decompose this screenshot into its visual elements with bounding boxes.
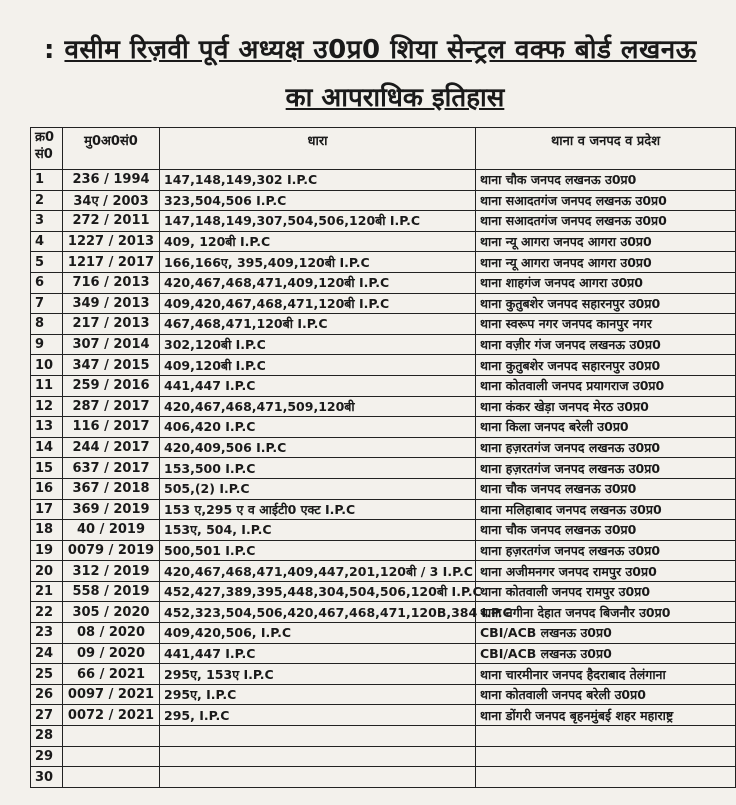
row-case-cell: 0072 / 2021 xyxy=(63,705,160,726)
row-station-cell: CBI/ACB लखनऊ उ0प्र0 xyxy=(476,623,736,644)
table-row xyxy=(31,602,736,623)
row-station-cell: थाना हज़रतगंज जनपद लखनऊ उ0प्र0 xyxy=(476,458,736,479)
row-station-cell: थाना चौक जनपद लखनऊ उ0प्र0 xyxy=(476,520,736,541)
row-case-cell: 0097 / 2021 xyxy=(63,684,160,705)
row-section-cell: 441,447 I.P.C xyxy=(160,643,476,664)
row-serial-cell: 2 xyxy=(31,190,63,211)
row-serial-cell: 13 xyxy=(31,417,63,438)
table-row xyxy=(31,272,736,293)
row-section-cell: 302,120बी I.P.C xyxy=(160,334,476,355)
row-case-cell: 716 / 2013 xyxy=(63,272,160,293)
row-station-cell: थाना नगीना देहात जनपद बिजनौर उ0प्र0 xyxy=(476,602,736,623)
row-serial-cell: 21 xyxy=(31,581,63,602)
table-row xyxy=(31,561,736,582)
row-case-cell xyxy=(63,726,160,747)
row-case-cell: 349 / 2013 xyxy=(63,293,160,314)
row-case-cell: 66 / 2021 xyxy=(63,664,160,685)
row-case-cell: 307 / 2014 xyxy=(63,334,160,355)
row-serial-cell: 12 xyxy=(31,396,63,417)
row-case-cell: 217 / 2013 xyxy=(63,314,160,335)
table-row xyxy=(31,540,736,561)
row-serial-cell: 27 xyxy=(31,705,63,726)
row-station-cell xyxy=(476,746,736,767)
row-section-cell: 409,420,506, I.P.C xyxy=(160,623,476,644)
row-case-cell: 0079 / 2019 xyxy=(63,540,160,561)
row-station-cell xyxy=(476,767,736,788)
row-station-cell: थाना वज़ीर गंज जनपद लखनऊ उ0प्र0 xyxy=(476,334,736,355)
header-section: धारा xyxy=(160,128,476,170)
row-section-cell: 420,409,506 I.P.C xyxy=(160,437,476,458)
row-case-cell xyxy=(63,746,160,767)
row-serial-cell: 3 xyxy=(31,211,63,232)
row-serial-cell: 22 xyxy=(31,602,63,623)
row-station-cell: थाना हज़रतगंज जनपद लखनऊ उ0प्र0 xyxy=(476,540,736,561)
table-row xyxy=(31,726,736,747)
row-section-cell: 452,427,389,395,448,304,504,506,120बी I.P.C xyxy=(160,581,476,602)
row-serial-cell: 10 xyxy=(31,355,63,376)
row-station-cell: थाना कंकर खेड़ा जनपद मेरठ उ0प्र0 xyxy=(476,396,736,417)
row-station-cell: थाना अजीमनगर जनपद रामपुर उ0प्र0 xyxy=(476,561,736,582)
row-case-cell: 305 / 2020 xyxy=(63,602,160,623)
table-row xyxy=(31,478,736,499)
row-case-cell: 34ए / 2003 xyxy=(63,190,160,211)
row-case-cell xyxy=(63,767,160,788)
row-case-cell: 637 / 2017 xyxy=(63,458,160,479)
row-station-cell: थाना कोतवाली जनपद रामपुर उ0प्र0 xyxy=(476,581,736,602)
table-header-row xyxy=(31,128,736,170)
row-serial-cell: 23 xyxy=(31,623,63,644)
row-section-cell: 295ए, I.P.C xyxy=(160,684,476,705)
row-section-cell: 153 ए,295 ए व आईटी0 एक्ट I.P.C xyxy=(160,499,476,520)
row-section-cell: 153,500 I.P.C xyxy=(160,458,476,479)
row-serial-cell: 14 xyxy=(31,437,63,458)
row-station-cell: थाना डोंगरी जनपद बृहनमुंबई शहर महाराष्ट्र xyxy=(476,705,736,726)
row-case-cell: 244 / 2017 xyxy=(63,437,160,458)
row-serial-cell: 4 xyxy=(31,231,63,252)
row-station-cell: थाना चारमीनार जनपद हैदराबाद तेलंगाना xyxy=(476,664,736,685)
table-row xyxy=(31,375,736,396)
row-section-cell: 153ए, 504, I.P.C xyxy=(160,520,476,541)
row-station-cell: थाना शाहगंज जनपद आगरा उ0प्र0 xyxy=(476,272,736,293)
row-station-cell: थाना चौक जनपद लखनऊ उ0प्र0 xyxy=(476,170,736,191)
table-row xyxy=(31,664,736,685)
row-case-cell: 367 / 2018 xyxy=(63,478,160,499)
row-station-cell xyxy=(476,726,736,747)
row-case-cell: 347 / 2015 xyxy=(63,355,160,376)
table-row xyxy=(31,396,736,417)
row-section-cell xyxy=(160,746,476,767)
table-row xyxy=(31,684,736,705)
row-station-cell: थाना कोतवाली जनपद बरेली उ0प्र0 xyxy=(476,684,736,705)
row-serial-cell: 9 xyxy=(31,334,63,355)
row-serial-cell: 11 xyxy=(31,375,63,396)
row-station-cell: थाना सआदतगंज जनपद लखनऊ उ0प्र0 xyxy=(476,211,736,232)
row-serial-cell: 24 xyxy=(31,643,63,664)
table-row xyxy=(31,211,736,232)
row-section-cell: 406,420 I.P.C xyxy=(160,417,476,438)
row-station-cell: थाना कुतुबशेर जनपद सहारनपुर उ0प्र0 xyxy=(476,355,736,376)
row-case-cell: 236 / 1994 xyxy=(63,170,160,191)
row-case-cell: 08 / 2020 xyxy=(63,623,160,644)
row-section-cell: 147,148,149,302 I.P.C xyxy=(160,170,476,191)
row-case-cell: 369 / 2019 xyxy=(63,499,160,520)
table-row xyxy=(31,437,736,458)
row-case-cell: 558 / 2019 xyxy=(63,581,160,602)
row-serial-cell: 25 xyxy=(31,664,63,685)
row-section-cell: 409,420,467,468,471,120बी I.P.C xyxy=(160,293,476,314)
row-serial-cell: 26 xyxy=(31,684,63,705)
row-serial-cell: 7 xyxy=(31,293,63,314)
row-case-cell: 116 / 2017 xyxy=(63,417,160,438)
row-serial-cell: 29 xyxy=(31,746,63,767)
table-row xyxy=(31,767,736,788)
row-section-cell: 409,120बी I.P.C xyxy=(160,355,476,376)
row-case-cell: 40 / 2019 xyxy=(63,520,160,541)
row-serial-cell: 18 xyxy=(31,520,63,541)
row-station-cell: थाना न्यू आगरा जनपद आगरा उ0प्र0 xyxy=(476,252,736,273)
row-serial-cell: 17 xyxy=(31,499,63,520)
row-case-cell: 1217 / 2017 xyxy=(63,252,160,273)
table-row xyxy=(31,190,736,211)
title-prefix-mark: : xyxy=(44,35,55,65)
table-row xyxy=(31,623,736,644)
table-row xyxy=(31,293,736,314)
document-title-line1 xyxy=(0,30,720,74)
row-section-cell xyxy=(160,767,476,788)
criminal-history-table xyxy=(30,127,736,788)
row-section-cell: 295, I.P.C xyxy=(160,705,476,726)
table-row xyxy=(31,520,736,541)
row-serial-cell: 15 xyxy=(31,458,63,479)
table-row xyxy=(31,355,736,376)
row-case-cell: 1227 / 2013 xyxy=(63,231,160,252)
row-section-cell: 295ए, 153ए I.P.C xyxy=(160,664,476,685)
row-station-cell: थाना किला जनपद बरेली उ0प्र0 xyxy=(476,417,736,438)
row-serial-cell: 8 xyxy=(31,314,63,335)
row-section-cell: 420,467,468,471,409,120बी I.P.C xyxy=(160,272,476,293)
row-serial-cell: 1 xyxy=(31,170,63,191)
row-serial-cell: 6 xyxy=(31,272,63,293)
table-row xyxy=(31,252,736,273)
row-case-cell: 312 / 2019 xyxy=(63,561,160,582)
row-section-cell: 166,166ए, 395,409,120बी I.P.C xyxy=(160,252,476,273)
row-serial-cell: 5 xyxy=(31,252,63,273)
row-station-cell: थाना न्यू आगरा जनपद आगरा उ0प्र0 xyxy=(476,231,736,252)
table-row xyxy=(31,643,736,664)
header-police-station: थाना व जनपद व प्रदेश xyxy=(476,128,736,170)
row-serial-cell: 16 xyxy=(31,478,63,499)
table-row xyxy=(31,746,736,767)
row-station-cell: थाना कुतुबशेर जनपद सहारनपुर उ0प्र0 xyxy=(476,293,736,314)
row-station-cell: थाना चौक जनपद लखनऊ उ0प्र0 xyxy=(476,478,736,499)
row-section-cell xyxy=(160,726,476,747)
document-title-line2: का आपराधिक इतिहास xyxy=(285,83,505,113)
table-row xyxy=(31,499,736,520)
row-serial-cell: 20 xyxy=(31,561,63,582)
row-case-cell: 287 / 2017 xyxy=(63,396,160,417)
row-section-cell: 409, 120बी I.P.C xyxy=(160,231,476,252)
table-row xyxy=(31,417,736,438)
row-serial-cell: 19 xyxy=(31,540,63,561)
row-station-cell: CBI/ACB लखनऊ उ0प्र0 xyxy=(476,643,736,664)
row-station-cell: थाना स्वरूप नगर जनपद कानपुर नगर xyxy=(476,314,736,335)
row-serial-cell: 28 xyxy=(31,726,63,747)
row-section-cell: 505,(2) I.P.C xyxy=(160,478,476,499)
row-section-cell: 323,504,506 I.P.C xyxy=(160,190,476,211)
header-case-number: मु0अ0सं0 xyxy=(63,128,160,170)
header-serial-line2: सं0 xyxy=(35,147,53,162)
row-station-cell: थाना हज़रतगंज जनपद लखनऊ उ0प्र0 xyxy=(476,437,736,458)
row-case-cell: 09 / 2020 xyxy=(63,643,160,664)
row-station-cell: थाना सआदतगंज जनपद लखनऊ उ0प्र0 xyxy=(476,190,736,211)
row-station-cell: थाना कोतवाली जनपद प्रयागराज उ0प्र0 xyxy=(476,375,736,396)
row-section-cell: 441,447 I.P.C xyxy=(160,375,476,396)
table-row xyxy=(31,334,736,355)
row-section-cell: 452,323,504,506,420,467,468,471,120B,384 I.P.C xyxy=(160,602,476,623)
row-section-cell: 500,501 I.P.C xyxy=(160,540,476,561)
table-row xyxy=(31,314,736,335)
table-row xyxy=(31,581,736,602)
row-section-cell: 420,467,468,471,509,120बी xyxy=(160,396,476,417)
row-station-cell: थाना मलिहाबाद जनपद लखनऊ उ0प्र0 xyxy=(476,499,736,520)
header-serial-line1: क्र0 xyxy=(35,130,55,145)
header-serial-number xyxy=(31,128,63,170)
row-section-cell: 467,468,471,120बी I.P.C xyxy=(160,314,476,335)
title-line1-text: वसीम रिज़वी पूर्व अध्यक्ष उ0प्र0 शिया सेन्ट्रल वक्फ बोर्ड लखनऊ xyxy=(64,35,697,65)
row-serial-cell: 30 xyxy=(31,767,63,788)
row-section-cell: 147,148,149,307,504,506,120बी I.P.C xyxy=(160,211,476,232)
row-case-cell: 272 / 2011 xyxy=(63,211,160,232)
row-case-cell: 259 / 2016 xyxy=(63,375,160,396)
table-row xyxy=(31,231,736,252)
table-row xyxy=(31,458,736,479)
row-section-cell: 420,467,468,471,409,447,201,120बी / 3 I.P.C xyxy=(160,561,476,582)
table-row xyxy=(31,705,736,726)
table-row xyxy=(31,170,736,191)
